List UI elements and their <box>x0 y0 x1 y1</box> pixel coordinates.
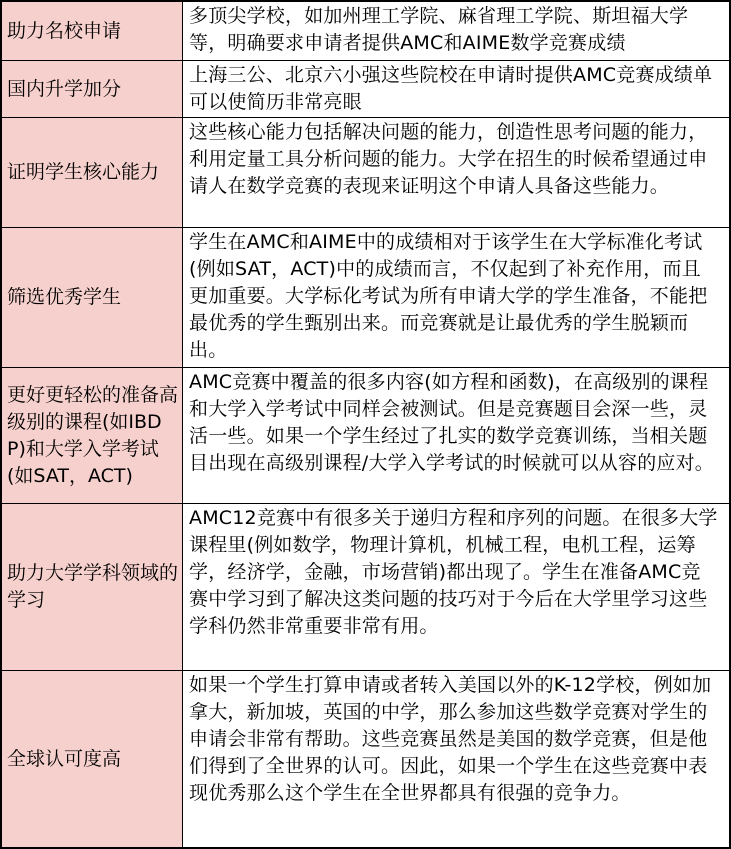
table-row <box>2 671 731 849</box>
table-row <box>2 368 731 504</box>
row-description: 如果一个学生打算申请或者转入美国以外的K-12学校，例如加拿大，新加坡，英国的中学，那么参加这些数学竞赛对学生的申请会非常有帮助。这些竞赛虽然是美国的数学竞赛，但是他们得到了全世界的认可。因此，如果一个学生在这些竞赛中表现优秀那么这个学生在全世界都具有很强的竞争力。 <box>183 671 731 849</box>
row-description: AMC竞赛中覆盖的很多内容(如方程和函数)，在高级别的课程和大学入学考试中同样会被测试。但是竞赛题目会深一些，灵活一些。如果一个学生经过了扎实的数学竞赛训练，当相关题目出现在高级别课程/大学入学考试的时候就可以从容的应对。 <box>183 368 731 504</box>
table-row <box>2 118 731 228</box>
row-description: 多顶尖学校，如加州理工学院、麻省理工学院、斯坦福大学等，明确要求申请者提供AMC和AIME数学竞赛成绩 <box>183 2 731 61</box>
row-description: AMC12竞赛中有很多关于递归方程和序列的问题。在很多大学课程里(例如数学，物理计算机，机械工程，电机工程，运筹学，经济学，金融，市场营销)都出现了。学生在准备AMC竞赛中学习到了解决这类问题的技巧对于今后在大学里学习这些学科仍然非常重要非常有用。 <box>183 504 731 671</box>
row-label: 更好更轻松的准备高级别的课程(如IBDP)和大学入学考试(如SAT，ACT) <box>2 368 183 504</box>
table-row <box>2 504 731 671</box>
row-description: 上海三公、北京六小强这些院校在申请时提供AMC竞赛成绩单可以使简历非常亮眼 <box>183 61 731 118</box>
row-label: 证明学生核心能力 <box>2 118 183 228</box>
row-description: 学生在AMC和AIME中的成绩相对于该学生在大学标准化考试(例如SAT，ACT)中的成绩而言，不仅起到了补充作用，而且更加重要。大学标化考试为所有申请大学的学生准备，不能把最优秀的学生甄别出来。而竞赛就是让最优秀的学生脱颖而出。 <box>183 228 731 368</box>
table-row <box>2 61 731 118</box>
row-label: 助力名校申请 <box>2 2 183 61</box>
row-label: 助力大学学科领域的学习 <box>2 504 183 671</box>
row-description: 这些核心能力包括解决问题的能力，创造性思考问题的能力，利用定量工具分析问题的能力。大学在招生的时候希望通过申请人在数学竞赛的表现来证明这个申请人具备这些能力。 <box>183 118 731 228</box>
row-label: 国内升学加分 <box>2 61 183 118</box>
row-label: 全球认可度高 <box>2 671 183 849</box>
table-row <box>2 228 731 368</box>
row-label: 筛选优秀学生 <box>2 228 183 368</box>
table-row <box>2 2 731 61</box>
